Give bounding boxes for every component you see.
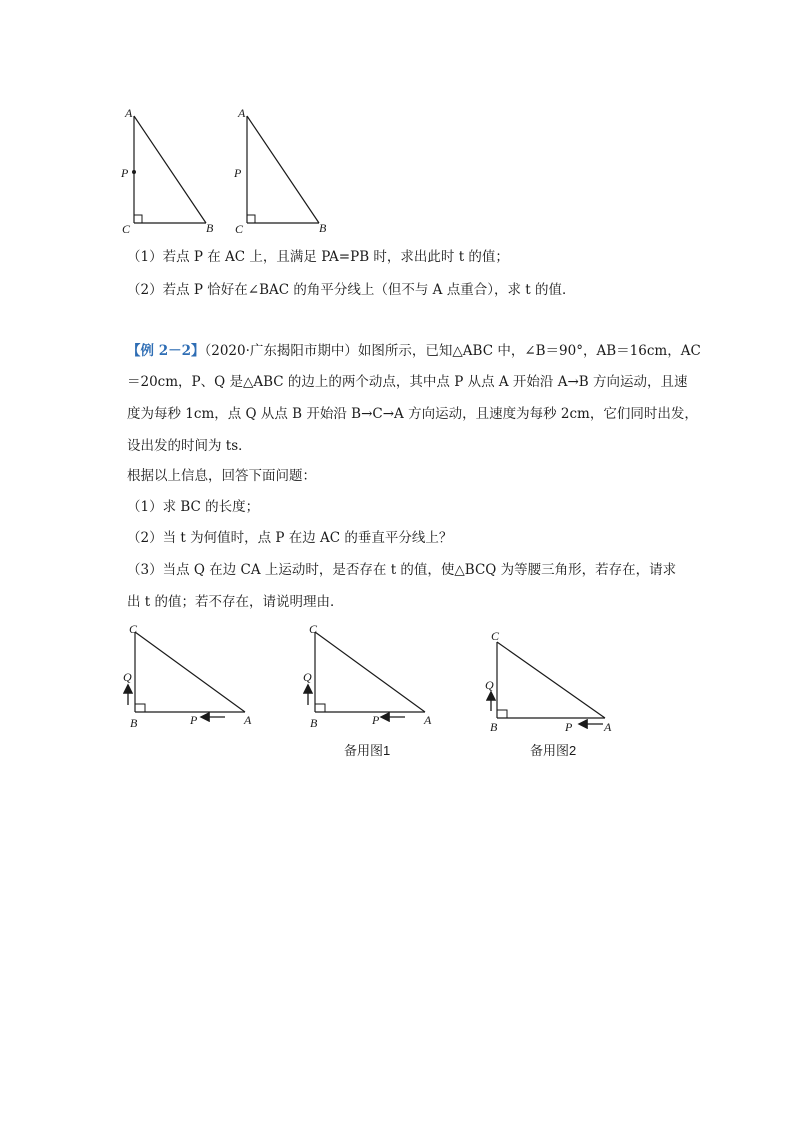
example-line-2: ＝20cm，P、Q 是△ABC 的边上的两个动点，其中点 P 从点 A 开始沿 A→B 方向运动，且速 xyxy=(127,374,688,390)
triangle-backup-2 xyxy=(485,629,612,734)
label-q: Q xyxy=(123,670,132,684)
label-q: Q xyxy=(485,678,494,692)
label-b: B xyxy=(490,720,498,734)
example-line-3: 度为每秒 1cm，点 Q 从点 B 开始沿 B→C→A 方向运动，且速度为每秒 2cm，它们同时出发， xyxy=(127,406,698,422)
example-question-2: （2）当 t 为何值时，点 P 在边 AC 的垂直平分线上？ xyxy=(127,530,453,546)
example-line-1 xyxy=(127,341,701,361)
label-c: C xyxy=(129,622,138,636)
label-c: C xyxy=(309,622,318,636)
example-tag: 【例 2－2】 xyxy=(127,343,205,359)
label-b: B xyxy=(310,716,318,730)
example-question-1: （1）求 BC 的长度； xyxy=(127,499,260,515)
triangle-2 xyxy=(233,106,327,236)
triangle-backup-1 xyxy=(303,622,432,730)
label-b: B xyxy=(319,221,327,235)
label-b: B xyxy=(130,716,138,730)
point-p-dot xyxy=(132,170,136,174)
label-p: P xyxy=(565,720,573,734)
label-c: C xyxy=(491,629,500,643)
example-question-3a: （3）当点 Q 在边 CA 上运动时，是否存在 t 的值，使△BCQ 为等腰三角形，若存在，请求 xyxy=(127,562,677,578)
label-p: P xyxy=(190,713,198,727)
question-2: （2）若点 P 恰好在∠BAC 的角平分线上（但不与 A 点重合），求 t 的值． xyxy=(127,282,576,298)
label-b: B xyxy=(206,221,214,235)
caption-backup-1: 备用图1 xyxy=(344,743,391,758)
example-question-3b: 出 t 的值；若不存在，请说明理由． xyxy=(127,594,344,610)
question-1: （1）若点 P 在 AC 上，且满足 PA=PB 时，求出此时 t 的值； xyxy=(127,249,509,265)
instructions: 根据以上信息，回答下面问题： xyxy=(127,468,316,484)
label-p: P xyxy=(372,713,380,727)
label-c: C xyxy=(235,222,244,236)
label-q: Q xyxy=(303,670,312,684)
caption-backup-2: 备用图2 xyxy=(530,743,577,758)
label-a: A xyxy=(424,713,432,727)
label-c: C xyxy=(122,222,131,236)
triangle-1 xyxy=(120,106,214,236)
label-p: P xyxy=(121,166,129,180)
label-p: P xyxy=(234,166,242,180)
example-line-4: 设出发的时间为 ts． xyxy=(127,438,252,454)
label-a: A xyxy=(238,106,246,120)
figure-top-triangles xyxy=(110,100,350,240)
label-a: A xyxy=(125,106,133,120)
triangle-main xyxy=(123,622,252,730)
label-a: A xyxy=(604,720,612,734)
label-a: A xyxy=(244,713,252,727)
example-line-1-text: （2020·广东揭阳市期中）如图所示，已知△ABC 中，∠B＝90°，AB＝16cm，AC xyxy=(204,343,701,359)
